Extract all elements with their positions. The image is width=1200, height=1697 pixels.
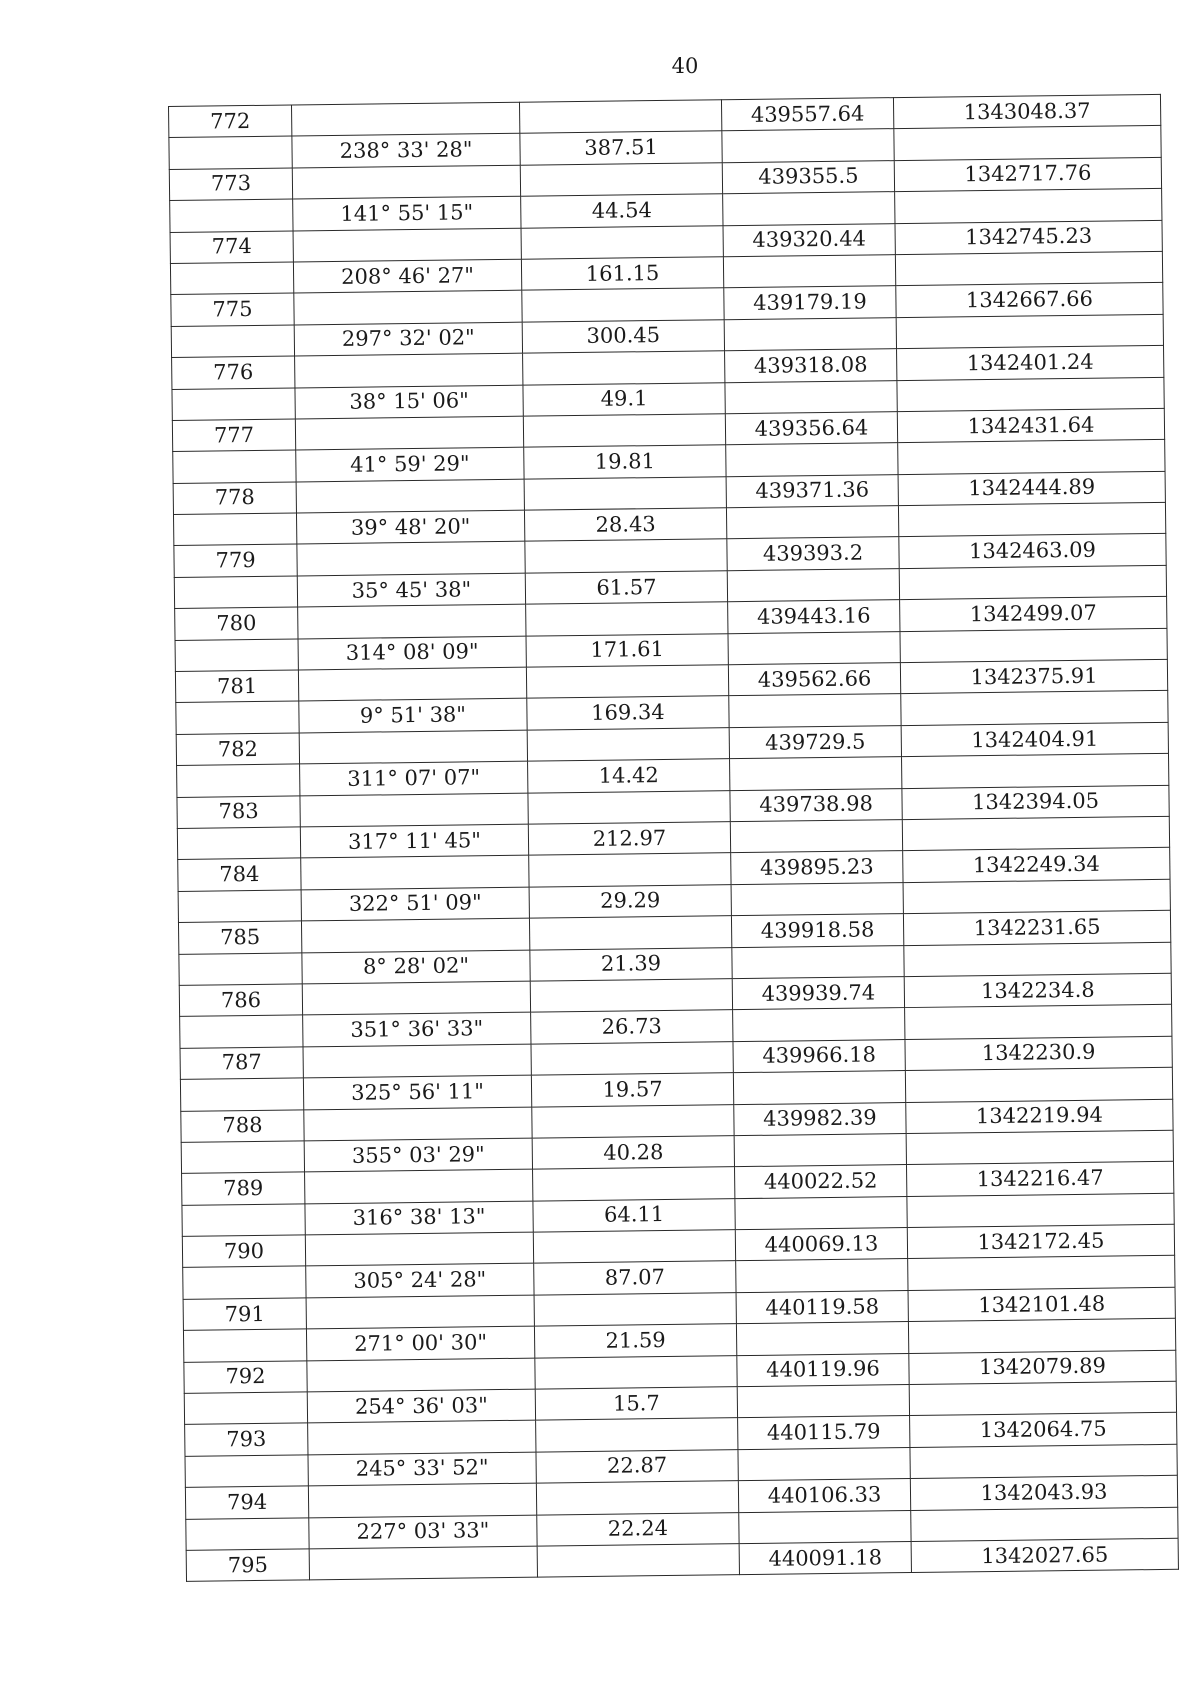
easting-cell: 439356.64 (725, 412, 897, 445)
bearing-cell (297, 542, 525, 576)
distance-cell: 21.39 (530, 947, 732, 981)
northing-cell: 1342234.8 (904, 973, 1171, 1008)
bearing-cell: 305° 24' 28" (306, 1264, 534, 1298)
station-cell (183, 1329, 306, 1362)
bearing-cell: 35° 45' 38" (297, 573, 525, 607)
bearing-cell (301, 918, 529, 952)
easting-cell (724, 317, 896, 350)
easting-cell (738, 1447, 910, 1480)
distance-cell: 26.73 (531, 1010, 733, 1044)
station-cell: 773 (169, 168, 292, 201)
station-cell: 784 (178, 858, 301, 891)
bearing-cell (301, 856, 529, 890)
station-cell (175, 639, 298, 672)
station-cell: 786 (179, 984, 302, 1017)
distance-cell: 22.24 (537, 1512, 739, 1546)
northing-cell (904, 942, 1171, 977)
easting-cell: 439320.44 (723, 223, 895, 256)
station-cell: 789 (182, 1172, 305, 1205)
station-cell: 788 (181, 1109, 304, 1142)
easting-cell: 440115.79 (738, 1416, 910, 1449)
station-cell: 774 (170, 231, 293, 264)
northing-cell (902, 816, 1169, 851)
distance-cell: 40.28 (532, 1136, 734, 1170)
bearing-cell: 38° 15' 06" (295, 385, 523, 419)
northing-cell (905, 1067, 1172, 1102)
easting-cell (722, 129, 894, 162)
easting-cell (736, 1259, 908, 1292)
northing-cell: 1342043.93 (910, 1475, 1177, 1510)
northing-cell: 1342064.75 (910, 1413, 1177, 1448)
distance-cell (526, 602, 728, 636)
easting-cell (737, 1385, 909, 1418)
northing-cell: 1342401.24 (897, 345, 1164, 380)
distance-cell: 22.87 (536, 1449, 738, 1483)
distance-cell (532, 1104, 734, 1138)
bearing-cell (298, 604, 526, 638)
bearing-cell (305, 1169, 533, 1203)
bearing-cell: 355° 03' 29" (304, 1138, 532, 1172)
station-cell: 792 (184, 1361, 307, 1394)
bearing-cell: 238° 33' 28" (292, 134, 520, 168)
northing-cell (907, 1193, 1174, 1228)
bearing-cell: 351° 36' 33" (303, 1012, 531, 1046)
bearing-cell (293, 228, 521, 262)
northing-cell (899, 565, 1166, 600)
bearing-cell (303, 1044, 531, 1078)
distance-cell (519, 100, 721, 134)
distance-cell: 300.45 (522, 319, 724, 353)
northing-cell (898, 502, 1165, 537)
distance-cell (529, 853, 731, 887)
distance-cell (533, 1230, 735, 1264)
bearing-cell (295, 353, 523, 387)
easting-cell: 439443.16 (728, 600, 900, 633)
bearing-cell: 316° 38' 13" (305, 1201, 533, 1235)
station-cell (185, 1455, 308, 1488)
bearing-cell (309, 1546, 537, 1580)
easting-cell (727, 568, 899, 601)
station-cell (174, 576, 297, 609)
bearing-cell: 297° 32' 02" (294, 322, 522, 356)
bearing-cell (305, 1232, 533, 1266)
station-cell: 772 (169, 105, 292, 138)
station-cell: 790 (182, 1235, 305, 1268)
northing-cell: 1342463.09 (899, 534, 1166, 569)
page-number: 40 (671, 54, 699, 78)
northing-cell (895, 189, 1162, 224)
station-cell (169, 136, 292, 169)
easting-cell: 439562.66 (728, 663, 900, 696)
easting-cell (723, 192, 895, 225)
easting-cell: 439895.23 (731, 851, 903, 884)
bearing-cell (294, 291, 522, 325)
station-cell: 776 (172, 356, 295, 389)
northing-cell (910, 1444, 1177, 1479)
easting-cell (739, 1510, 911, 1543)
distance-cell: 19.57 (531, 1073, 733, 1107)
easting-cell (731, 882, 903, 915)
bearing-cell: 245° 33' 52" (308, 1452, 536, 1486)
distance-cell (520, 163, 722, 197)
bearing-cell (308, 1483, 536, 1517)
distance-cell (528, 790, 730, 824)
station-cell (186, 1517, 309, 1550)
easting-cell: 439355.5 (722, 160, 894, 193)
northing-cell: 1342667.66 (896, 283, 1163, 318)
bearing-cell: 8° 28' 02" (302, 950, 530, 984)
easting-cell (728, 631, 900, 664)
northing-cell: 1342249.34 (903, 848, 1170, 883)
northing-cell (906, 1130, 1173, 1165)
northing-cell: 1342394.05 (902, 785, 1169, 820)
distance-cell: 387.51 (520, 131, 722, 165)
northing-cell (897, 377, 1164, 412)
northing-cell (898, 440, 1165, 475)
northing-cell (911, 1507, 1178, 1542)
northing-cell: 1342231.65 (903, 910, 1170, 945)
survey-table (168, 94, 1179, 1582)
easting-cell: 439918.58 (731, 914, 903, 947)
bearing-cell (292, 165, 520, 199)
bearing-cell (300, 793, 528, 827)
northing-cell: 1342172.45 (907, 1224, 1174, 1259)
bearing-cell (302, 981, 530, 1015)
easting-cell: 439966.18 (733, 1039, 905, 1072)
bearing-cell: 322° 51' 09" (301, 887, 529, 921)
bearing-cell: 311° 07' 07" (300, 761, 528, 795)
distance-cell: 28.43 (524, 508, 726, 542)
northing-cell: 1342745.23 (895, 220, 1162, 255)
easting-cell (729, 694, 901, 727)
easting-cell: 440022.52 (735, 1165, 907, 1198)
bearing-cell: 317° 11' 45" (300, 824, 528, 858)
station-cell: 795 (186, 1549, 309, 1582)
station-cell (177, 827, 300, 860)
easting-cell (726, 443, 898, 476)
easting-cell (733, 1071, 905, 1104)
bearing-cell: 254° 36' 03" (307, 1389, 535, 1423)
easting-cell (736, 1322, 908, 1355)
easting-cell (732, 945, 904, 978)
bearing-cell (304, 1107, 532, 1141)
distance-cell: 87.07 (534, 1261, 736, 1295)
northing-cell (903, 879, 1170, 914)
easting-cell (734, 1133, 906, 1166)
northing-cell: 1342404.91 (901, 722, 1168, 757)
station-cell (171, 325, 294, 358)
station-cell: 794 (185, 1486, 308, 1519)
distance-cell: 161.15 (521, 257, 723, 291)
station-cell: 782 (176, 733, 299, 766)
distance-cell (530, 979, 732, 1013)
station-cell: 791 (183, 1298, 306, 1331)
easting-cell: 439557.64 (721, 98, 893, 131)
easting-cell: 440119.58 (736, 1290, 908, 1323)
easting-cell: 439939.74 (732, 977, 904, 1010)
distance-cell (531, 1041, 733, 1075)
northing-cell: 1342717.76 (894, 157, 1161, 192)
easting-cell: 439179.19 (724, 286, 896, 319)
easting-cell (733, 1008, 905, 1041)
station-cell: 779 (174, 544, 297, 577)
station-cell (182, 1204, 305, 1237)
easting-cell: 440119.96 (737, 1353, 909, 1386)
northing-cell: 1342079.89 (909, 1350, 1176, 1385)
bearing-cell: 9° 51' 38" (299, 699, 527, 733)
easting-cell: 439982.39 (734, 1102, 906, 1135)
station-cell (180, 1015, 303, 1048)
station-cell: 780 (175, 607, 298, 640)
distance-cell (536, 1418, 738, 1452)
northing-cell (901, 691, 1168, 726)
northing-cell: 1342101.48 (908, 1287, 1175, 1322)
distance-cell: 212.97 (528, 822, 730, 856)
northing-cell (909, 1381, 1176, 1416)
distance-cell: 49.1 (523, 382, 725, 416)
distance-cell (533, 1167, 735, 1201)
northing-cell (902, 754, 1169, 789)
bearing-cell: 325° 56' 11" (303, 1075, 531, 1109)
station-cell: 793 (185, 1423, 308, 1456)
station-cell (178, 890, 301, 923)
station-cell (179, 952, 302, 985)
distance-cell (529, 916, 731, 950)
easting-cell (730, 757, 902, 790)
distance-cell: 171.61 (526, 633, 728, 667)
bearing-cell (291, 102, 519, 136)
station-cell: 787 (180, 1047, 303, 1080)
distance-cell: 169.34 (527, 696, 729, 730)
northing-cell: 1342375.91 (900, 659, 1167, 694)
bearing-cell: 41° 59' 29" (296, 447, 524, 481)
easting-cell: 440069.13 (735, 1228, 907, 1261)
station-cell (176, 701, 299, 734)
northing-cell (895, 251, 1162, 286)
bearing-cell (296, 479, 524, 513)
bearing-cell: 208° 46' 27" (293, 259, 521, 293)
bearing-cell: 141° 55' 15" (293, 196, 521, 230)
distance-cell (526, 665, 728, 699)
bearing-cell (295, 416, 523, 450)
easting-cell: 439738.98 (730, 788, 902, 821)
easting-cell (735, 1196, 907, 1229)
survey-table-container (168, 94, 1178, 1582)
station-cell: 778 (173, 482, 296, 515)
distance-cell: 64.11 (533, 1198, 735, 1232)
bearing-cell (298, 667, 526, 701)
distance-cell: 21.59 (534, 1324, 736, 1358)
station-cell (181, 1141, 304, 1174)
station-cell: 775 (171, 293, 294, 326)
station-cell: 781 (175, 670, 298, 703)
distance-cell: 19.81 (524, 445, 726, 479)
distance-cell (525, 539, 727, 573)
bearing-cell: 39° 48' 20" (296, 510, 524, 544)
station-cell: 777 (172, 419, 295, 452)
easting-cell: 439393.2 (727, 537, 899, 570)
bearing-cell: 227° 03' 33" (309, 1515, 537, 1549)
easting-cell: 439318.08 (725, 349, 897, 382)
northing-cell: 1342431.64 (897, 408, 1164, 443)
easting-cell: 439729.5 (729, 725, 901, 758)
easting-cell: 439371.36 (726, 474, 898, 507)
northing-cell: 1342444.89 (898, 471, 1165, 506)
station-cell: 783 (177, 796, 300, 829)
easting-cell: 440091.18 (739, 1541, 911, 1574)
easting-cell (725, 380, 897, 413)
survey-table-body (169, 94, 1179, 1581)
distance-cell (536, 1481, 738, 1515)
station-cell (173, 513, 296, 546)
bearing-cell (307, 1358, 535, 1392)
easting-cell (726, 506, 898, 539)
station-cell (177, 764, 300, 797)
distance-cell: 44.54 (521, 194, 723, 228)
bearing-cell: 314° 08' 09" (298, 636, 526, 670)
distance-cell: 29.29 (529, 884, 731, 918)
northing-cell (908, 1319, 1175, 1354)
distance-cell: 61.57 (525, 571, 727, 605)
bearing-cell (299, 730, 527, 764)
bearing-cell: 271° 00' 30" (306, 1326, 534, 1360)
distance-cell: 15.7 (535, 1387, 737, 1421)
northing-cell: 1342230.9 (905, 1036, 1172, 1071)
northing-cell (900, 628, 1167, 663)
easting-cell (730, 820, 902, 853)
distance-cell (524, 476, 726, 510)
northing-cell (908, 1256, 1175, 1291)
distance-cell (523, 414, 725, 448)
northing-cell: 1342219.94 (906, 1099, 1173, 1134)
distance-cell (521, 225, 723, 259)
station-cell (170, 262, 293, 295)
bearing-cell (306, 1295, 534, 1329)
northing-cell (894, 126, 1161, 161)
station-cell (184, 1392, 307, 1425)
distance-cell: 14.42 (528, 759, 730, 793)
station-cell (183, 1266, 306, 1299)
northing-cell (905, 1005, 1172, 1040)
easting-cell: 440106.33 (738, 1479, 910, 1512)
bearing-cell (308, 1421, 536, 1455)
station-cell (172, 387, 295, 420)
station-cell (180, 1078, 303, 1111)
northing-cell: 1343048.37 (893, 94, 1160, 129)
northing-cell: 1342027.65 (911, 1538, 1178, 1573)
northing-cell: 1342499.07 (900, 597, 1167, 632)
distance-cell (535, 1355, 737, 1389)
distance-cell (523, 351, 725, 385)
distance-cell (537, 1544, 739, 1578)
easting-cell (723, 255, 895, 288)
station-cell (173, 450, 296, 483)
station-cell (170, 199, 293, 232)
northing-cell: 1342216.47 (906, 1162, 1173, 1197)
distance-cell (522, 288, 724, 322)
distance-cell (527, 728, 729, 762)
station-cell: 785 (178, 921, 301, 954)
northing-cell (896, 314, 1163, 349)
distance-cell (534, 1292, 736, 1326)
